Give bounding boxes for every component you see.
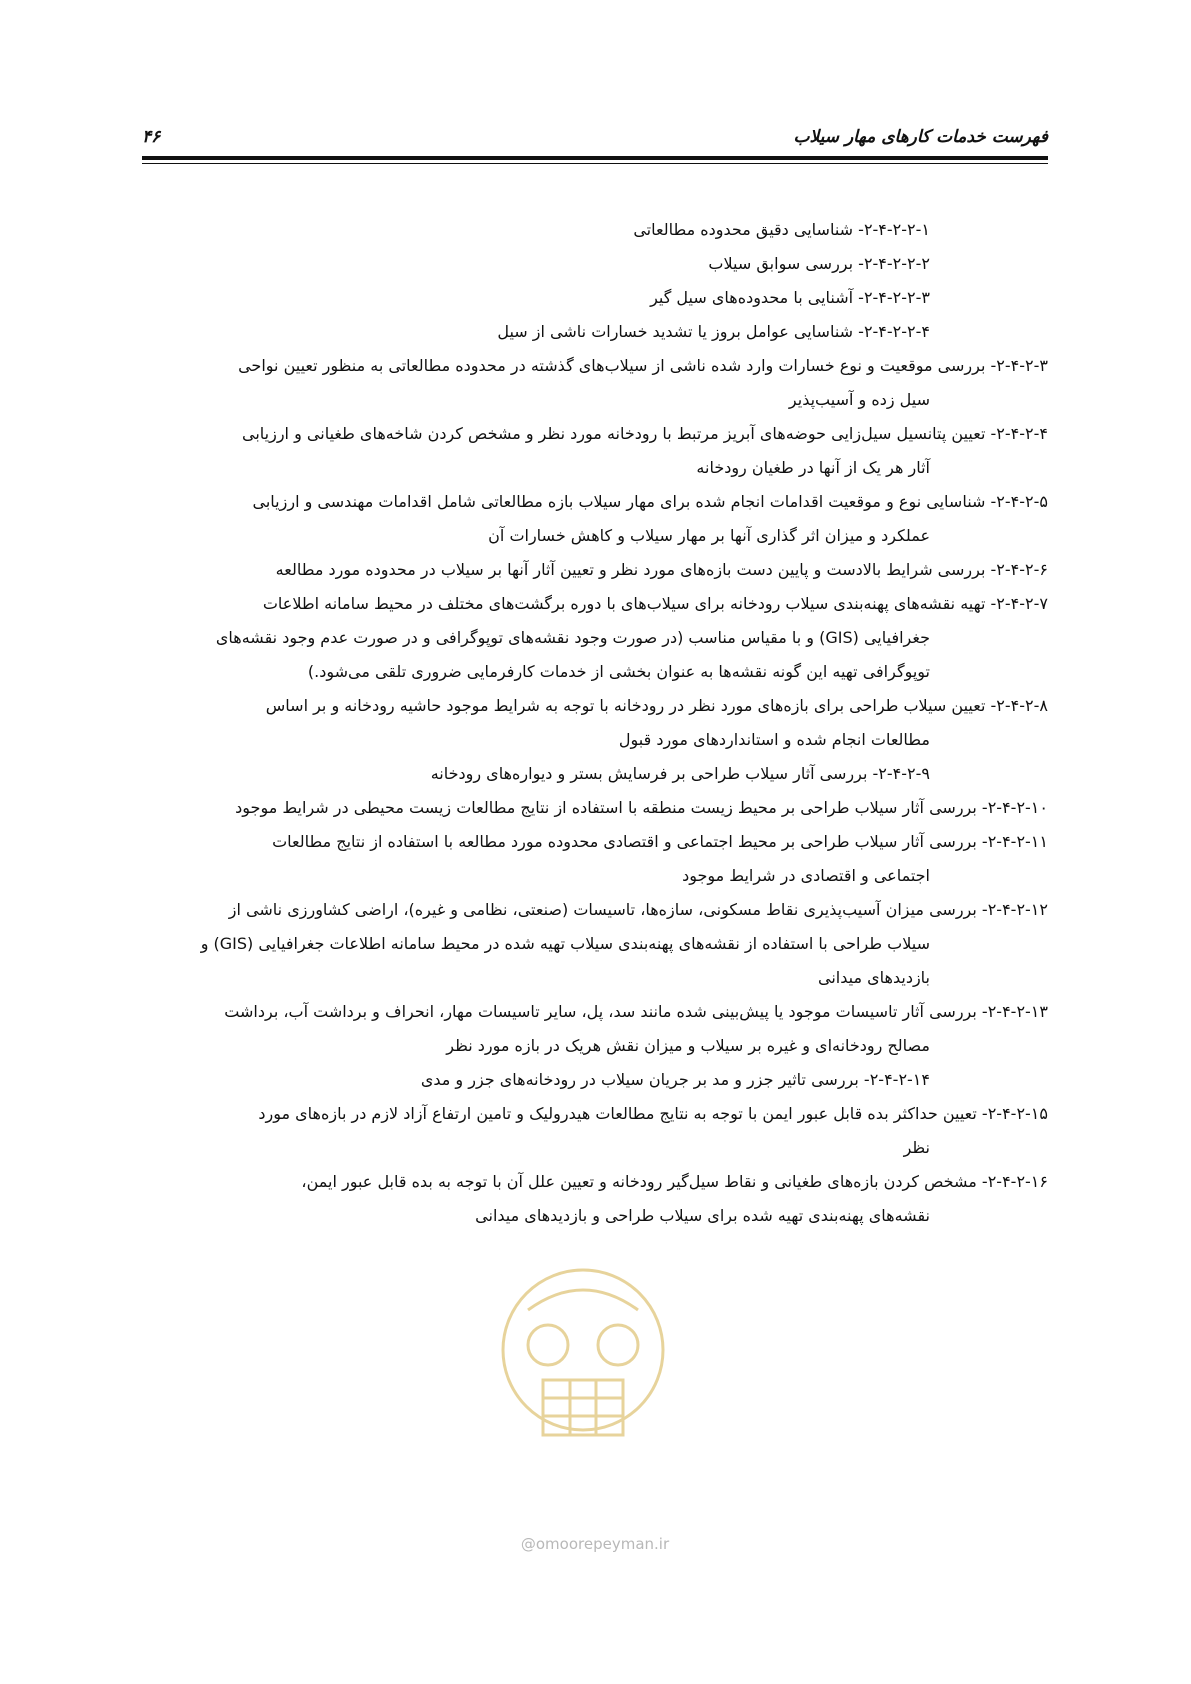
list-item	[142, 485, 1048, 553]
item-continuation: نظر	[903, 1138, 930, 1157]
item-continuation: سیل زده و آسیب‌پذیر	[788, 390, 930, 409]
item-continuation: مصالح رودخانه‌ای و غیره بر سیلاب و میزان نقش هریک در بازه مورد نظر	[446, 1036, 930, 1055]
list-item	[142, 791, 1048, 825]
watermark-gear-left	[528, 1325, 568, 1365]
item-number: ۲-۴-۲-۲-۱-	[858, 220, 930, 239]
list-item	[142, 893, 1048, 995]
list-item	[142, 995, 1048, 1063]
item-number: ۲-۴-۲-۱۶-	[981, 1172, 1048, 1191]
item-number: ۲-۴-۲-۲-۲-	[858, 254, 930, 273]
item-text: بررسی موقعیت و نوع خسارات وارد شده ناشی از سیلاب‌های گذشته در محدوده مطالعاتی به منظور تعیین نواحی	[238, 356, 991, 375]
item-text: شناسایی عوامل بروز یا تشدید خسارات ناشی از سیل	[497, 322, 859, 341]
item-text: تعیین سیلاب طراحی برای بازه‌های مورد نظر در رودخانه با توجه به شرایط موجود حاشیه رودخانه و بر اساس	[265, 696, 991, 715]
page-number: ۴۶	[142, 127, 161, 147]
item-text: شناسایی دقیق محدوده مطالعاتی	[633, 220, 859, 239]
item-number: ۲-۴-۲-۱۴-	[863, 1070, 930, 1089]
watermark-arc	[528, 1290, 638, 1310]
item-text: آشنایی با محدوده‌های سیل گیر	[650, 288, 859, 307]
list-item	[142, 1097, 1048, 1165]
list-item	[142, 315, 1048, 349]
item-number: ۲-۴-۲-۱۱-	[981, 832, 1048, 851]
list-item	[142, 417, 1048, 485]
item-number: ۲-۴-۲-۱۵-	[981, 1104, 1048, 1123]
item-text: بررسی تاثیر جزر و مد بر جریان سیلاب در رودخانه‌های جزر و مدی	[420, 1070, 864, 1089]
list-item	[142, 553, 1048, 587]
item-text: تهیه نقشه‌های پهنه‌بندی سیلاب رودخانه برای سیلاب‌های با دوره برگشت‌های مختلف در محیط سامانه اطلاعات	[262, 594, 991, 613]
item-number: ۲-۴-۲-۱۰-	[981, 798, 1048, 817]
watermark-logo	[488, 1250, 678, 1465]
item-text: بررسی آثار سیلاب طراحی بر فرسایش بستر و دیواره‌های رودخانه	[430, 764, 873, 783]
item-number: ۲-۴-۲-۲-۳-	[858, 288, 930, 307]
item-text: تعیین پتانسیل سیل‌زایی حوضه‌های آبریز مرتبط با رودخانه مورد نظر و مشخص کردن شاخه‌های طغیانی و ارزیابی	[241, 424, 991, 443]
list-item	[142, 1165, 1048, 1233]
item-text: بررسی سوابق سیلاب	[708, 254, 859, 273]
item-continuation: سیلاب طراحی با استفاده از نقشه‌های پهنه‌بندی سیلاب تهیه شده در محیط سامانه اطلاعات جغرافیایی (GIS) و	[200, 934, 930, 953]
list-item	[142, 247, 1048, 281]
item-continuation: مطالعات انجام شده و استانداردهای مورد قبول	[618, 730, 930, 749]
item-text: تعیین حداکثر بده قابل عبور ایمن با توجه به نتایج مطالعات هیدرولیک و تامین ارتفاع آزاد لازم در بازه‌های مورد	[258, 1104, 982, 1123]
header-rule-thick	[142, 156, 1048, 160]
list-item	[142, 757, 1048, 791]
watermark-ring	[503, 1270, 663, 1430]
page-header	[142, 124, 1048, 150]
item-text: بررسی میزان آسیب‌پذیری نقاط مسکونی، سازه‌ها، تاسیسات (صنعتی، نظامی و غیره)، اراضی کشاورزی ناشی از	[228, 900, 982, 919]
item-number: ۲-۴-۲-۸-	[990, 696, 1048, 715]
item-continuation: نقشه‌های پهنه‌بندی تهیه شده برای سیلاب طراحی و بازدیدهای میدانی	[475, 1206, 930, 1225]
list-item	[142, 1063, 1048, 1097]
item-continuation: توپوگرافی تهیه این گونه نقشه‌ها به عنوان بخشی از خدمات کارفرمایی ضروری تلقی می‌شود.)	[307, 662, 930, 681]
item-continuation: بازدیدهای میدانی	[818, 968, 930, 987]
list-item	[142, 689, 1048, 757]
watermark-text: @omoorepeyman.ir	[520, 1535, 670, 1553]
running-title: فهرست خدمات کارهای مهار سیلاب	[793, 127, 1048, 147]
item-number: ۲-۴-۲-۹-	[872, 764, 930, 783]
item-number: ۲-۴-۲-۳-	[990, 356, 1048, 375]
item-continuation: جغرافیایی (GIS) و با مقیاس مناسب (در صورت وجود نقشه‌های توپوگرافی و در صورت عدم وجود نقشه‌های	[215, 628, 930, 647]
item-text: بررسی شرایط بالادست و پایین دست بازه‌های مورد نظر و تعیین آثار آنها بر سیلاب در محدوده مورد مطالعه	[275, 560, 991, 579]
item-text: شناسایی نوع و موقعیت اقدامات انجام شده برای مهار سیلاب بازه مطالعاتی شامل اقدامات مهندسی و ارزیابی	[252, 492, 991, 511]
item-number: ۲-۴-۲-۲-۴-	[858, 322, 930, 341]
item-continuation: آثار هر یک از آنها در طغیان رودخانه	[696, 458, 930, 477]
item-number: ۲-۴-۲-۵-	[990, 492, 1048, 511]
item-text: بررسی آثار سیلاب طراحی بر محیط زیست منطقه با استفاده از نتایج مطالعات زیست محیطی در شرایط موجود	[235, 798, 982, 817]
item-number: ۲-۴-۲-۱۲-	[981, 900, 1048, 919]
list-item	[142, 349, 1048, 417]
item-text: بررسی آثار سیلاب طراحی بر محیط اجتماعی و اقتصادی محدوده مورد مطالعه با استفاده از نتایج مطالعات	[272, 832, 982, 851]
item-number: ۲-۴-۲-۴-	[990, 424, 1048, 443]
list-item	[142, 825, 1048, 893]
item-text: مشخص کردن بازه‌های طغیانی و نقاط سیل‌گیر رودخانه و تعیین علل آن با توجه به بده قابل عبور ایمن،	[301, 1172, 982, 1191]
item-text: بررسی آثار تاسیسات موجود یا پیش‌بینی شده مانند سد، پل، سایر تاسیسات مهار، انحراف و برداشت آب، برداشت	[224, 1002, 982, 1021]
item-number: ۲-۴-۲-۶-	[990, 560, 1048, 579]
item-continuation: اجتماعی و اقتصادی در شرایط موجود	[682, 866, 930, 885]
header-rule-thin	[142, 163, 1048, 164]
watermark-gear-right	[598, 1325, 638, 1365]
watermark-building	[543, 1380, 623, 1435]
document-body	[142, 213, 1048, 1233]
item-continuation: عملکرد و میزان اثر گذاری آنها بر مهار سیلاب و کاهش خسارات آن	[488, 526, 930, 545]
item-number: ۲-۴-۲-۱۳-	[981, 1002, 1048, 1021]
list-item	[142, 281, 1048, 315]
list-item	[142, 213, 1048, 247]
list-item	[142, 587, 1048, 689]
item-number: ۲-۴-۲-۷-	[990, 594, 1048, 613]
